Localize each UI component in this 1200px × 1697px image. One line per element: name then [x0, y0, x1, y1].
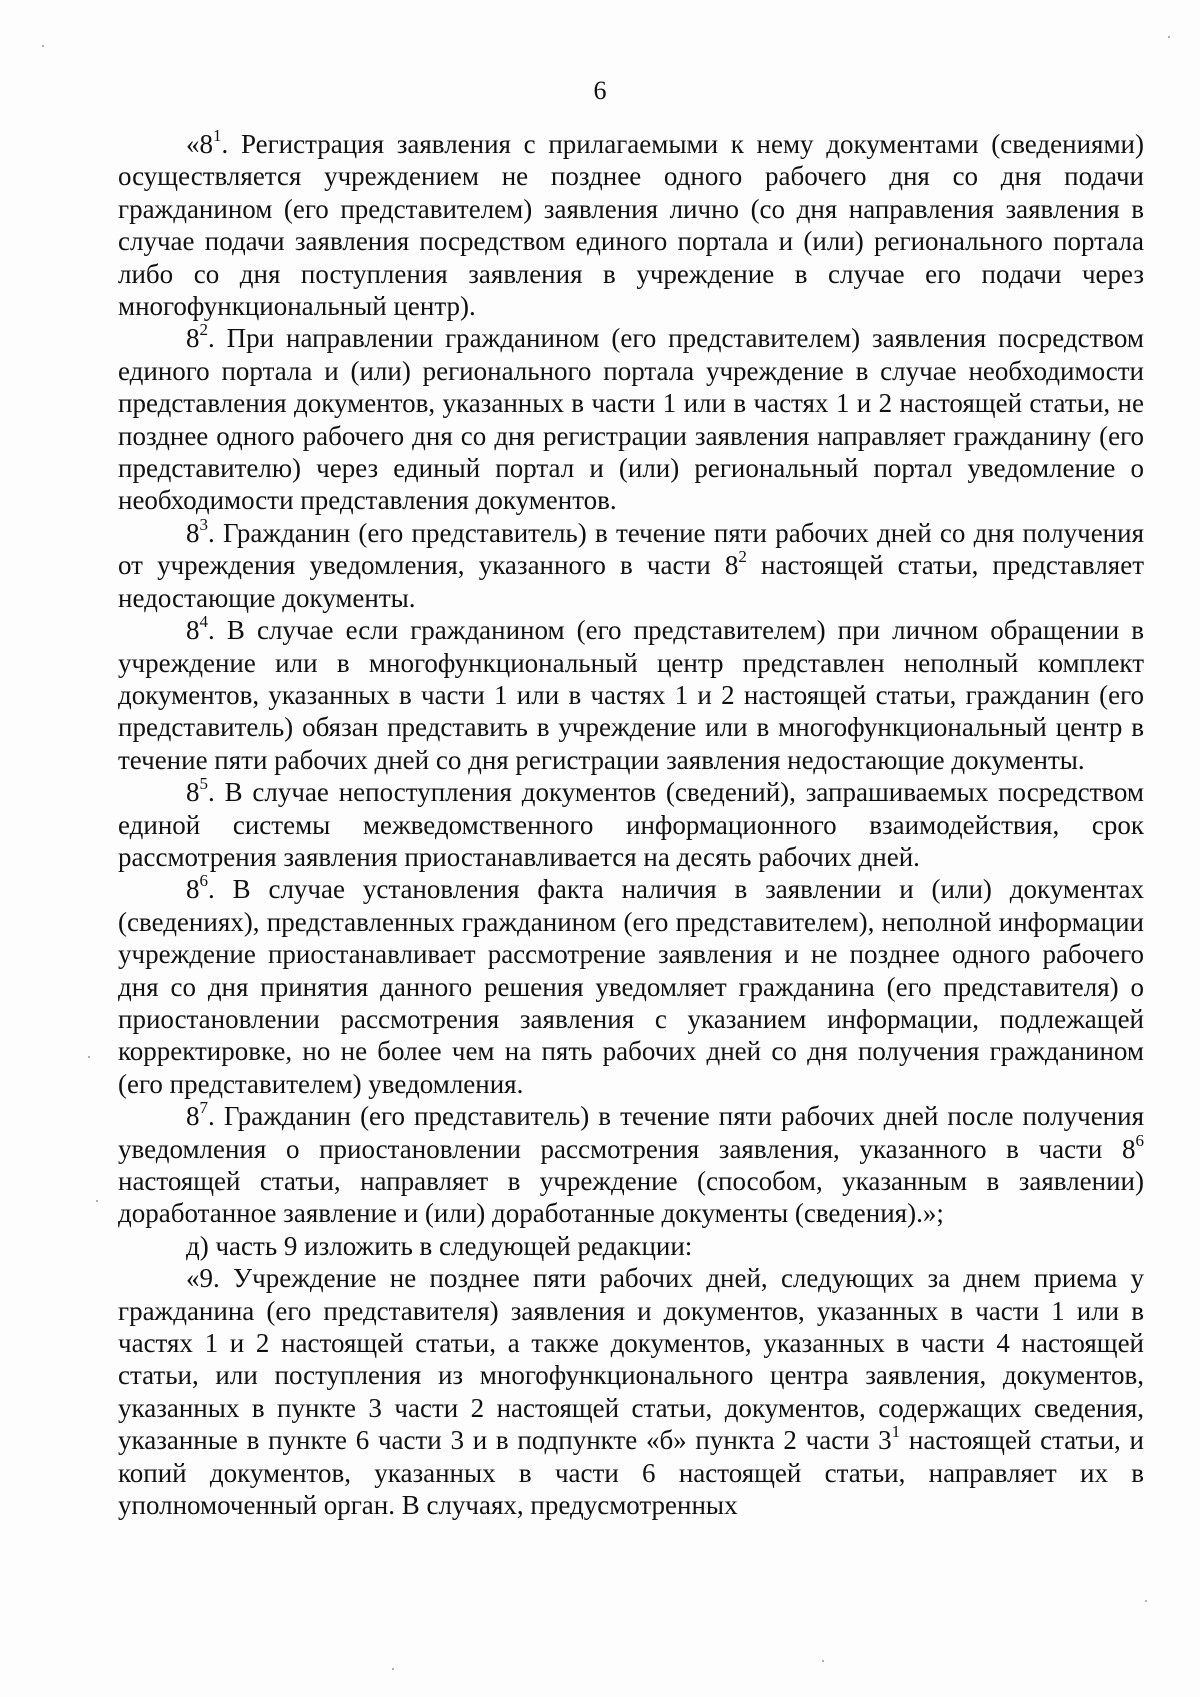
- paragraph-text: . Гражданин (его представитель) в течение пяти рабочих дней после получения уведомления о приостановлении рассмотрения заявления, указанного в части 8: [118, 1101, 1144, 1164]
- superscript: 5: [199, 774, 208, 794]
- paragraph-text: . В случае если гражданином (его представителем) при личном обращении в учреждение или в многофункциональный центр представлен неполный комплект документов, указанных в части 1 или в частях 1 и 2 настоящей статьи, гражданин (его представитель) обязан представить в учреждение или в многофункциональный центр в течение пяти рабочих дней со дня регистрации заявления недостающие документы.: [118, 615, 1144, 775]
- paragraph-8-3: [118, 514, 1144, 614]
- scan-speck: [1168, 36, 1170, 38]
- scan-speck: [822, 1660, 824, 1662]
- superscript: 2: [738, 547, 747, 567]
- paragraph-8-5: [118, 776, 1144, 873]
- paragraph-text: настоящей статьи, и копий документов, указанных в части 6 настоящей статьи, направляет их в уполномоченный орган. В случаях, предусмотренных: [118, 1425, 1144, 1521]
- superscript: 2: [199, 320, 208, 340]
- paragraph-text: настоящей статьи, представляет недостающие документы.: [118, 550, 1144, 613]
- scan-speck: [88, 1056, 90, 1058]
- superscript: 6: [1135, 1130, 1144, 1150]
- paragraph-text: настоящей статьи, направляет в учреждение (способом, указанным в заявлении) доработанное заявление и (или) доработанные документы (сведения).»;: [118, 1166, 1144, 1229]
- superscript: 1: [891, 1422, 901, 1442]
- paragraph-8-2: [118, 322, 1144, 516]
- paragraph-number: 8: [186, 517, 200, 548]
- superscript: 7: [199, 1098, 208, 1118]
- paragraph-text: д) часть 9 изложить в следующей редакции:: [186, 1230, 693, 1261]
- scan-speck: [1145, 1600, 1147, 1602]
- paragraph-text: «9. Учреждение не позднее пяти рабочих дней, следующих за днем приема у гражданина (его представителя) заявления и документов, указанных в части 1 или в частях 1 и 2 настоящей статьи, а также документов, указанных в части 4 настоящей статьи, или поступления из многофункционального центра заявления, документов, указанных в пункте 3 части 2 настоящей статьи, документов, содержащих сведения, указанные в пункте 6 части 3 и в подпункте «б» пункта 2 части 3: [118, 1263, 1144, 1456]
- scan-speck: [96, 1200, 98, 1202]
- paragraph-text: . Регистрация заявления с прилагаемыми к нему документами (сведениями) осуществляется учреждением не позднее одного рабочего дня со дня подачи гражданином (его представителем) заявления лично (со дня направления заявления в случае подачи заявления посредством единого портала и (или) регионального портала либо со дня поступления заявления в учреждение в случае его подачи через многофункциональный центр).: [118, 129, 1144, 322]
- paragraph-8-6: [118, 873, 1144, 1100]
- superscript: 6: [199, 871, 208, 891]
- paragraph-number: 8: [186, 323, 200, 354]
- paragraph-8-7: [118, 1100, 1144, 1230]
- scan-speck: [392, 1668, 394, 1670]
- paragraph-number: 8: [186, 615, 200, 646]
- paragraph-text: . В случае непоступления документов (сведений), запрашиваемых посредством единой системы межведомственного информационного взаимодействия, срок рассмотрения заявления приостанавливается на десять рабочих дней.: [118, 777, 1144, 872]
- superscript: 3: [199, 514, 208, 534]
- paragraph-number: 8: [186, 777, 200, 808]
- page-number: 6: [593, 76, 607, 105]
- paragraph-text: . При направлении гражданином (его представителем) заявления посредством единого портала и (или) регионального портала учреждение в случае необходимости представления документов, указанных в части 1 или в частях 1 и 2 настоящей статьи, не позднее одного рабочего дня со дня регистрации заявления направляет гражданину (его представителю) через единый портал и (или) региональный портал уведомление о необходимости представления документов.: [118, 323, 1144, 516]
- paragraph-item-d: [118, 1230, 1144, 1262]
- document-body: [118, 128, 1144, 1521]
- paragraph-9: [118, 1262, 1144, 1521]
- superscript: 4: [199, 612, 208, 632]
- paragraph-text: . Гражданин (его представитель) в течение пяти рабочих дней со дня получения от учреждения уведомления, указанного в части 8: [118, 517, 1144, 581]
- scan-speck: [42, 45, 44, 47]
- paragraph-text: . В случае установления факта наличия в заявлении и (или) документах (сведениях), представленных гражданином (его представителем), неполной информации учреждение приостанавливает рассмотрение заявления и не позднее одного рабочего дня со дня принятия данного решения уведомляет гражданина (его представителя) о приостановлении рассмотрения заявления с указанием информации, подлежащей корректировке, но не более чем на пять рабочих дней со дня получения гражданином (его представителем) уведомления.: [118, 874, 1144, 1099]
- superscript: 1: [213, 126, 222, 145]
- paragraph-number: 8: [186, 1101, 200, 1132]
- paragraph-8-1: [118, 128, 1144, 322]
- paragraph-number: «8: [186, 129, 213, 159]
- paragraph-number: 8: [186, 874, 200, 905]
- paragraph-8-4: [118, 614, 1144, 776]
